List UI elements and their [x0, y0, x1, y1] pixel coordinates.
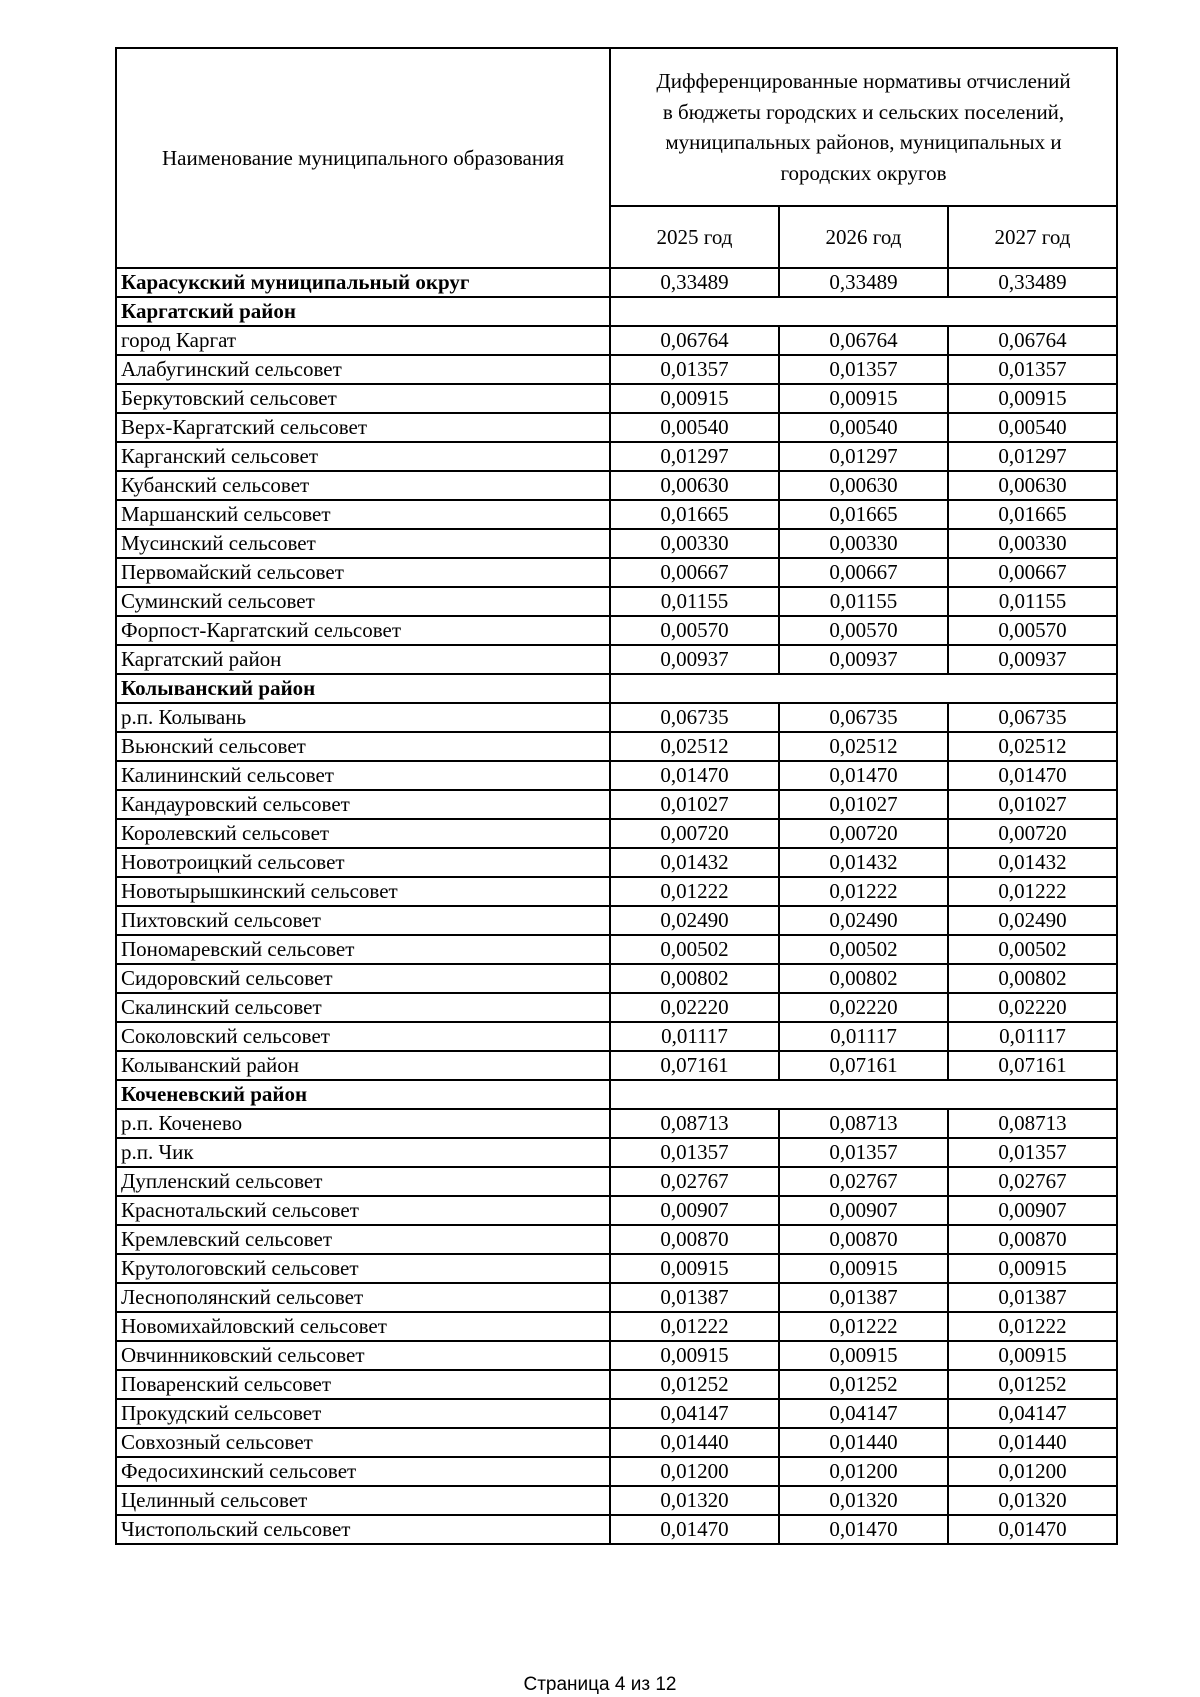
value-cell-2025: 0,02512	[610, 732, 779, 761]
table-row	[116, 761, 1117, 790]
municipality-name-cell: Скалинский сельсовет	[116, 993, 610, 1022]
value-cell-2026: 0,00630	[779, 471, 948, 500]
municipality-name-cell: Целинный сельсовет	[116, 1486, 610, 1515]
value-cell-2025: 0,02490	[610, 906, 779, 935]
value-cell-2026: 0,01432	[779, 848, 948, 877]
value-cell-2025: 0,01440	[610, 1428, 779, 1457]
value-cell-2027: 0,01357	[948, 1138, 1117, 1167]
value-cell-2027: 0,02767	[948, 1167, 1117, 1196]
value-cell-2026: 0,00540	[779, 413, 948, 442]
municipality-name-cell: город Каргат	[116, 326, 610, 355]
value-cell-2027: 0,01387	[948, 1283, 1117, 1312]
municipality-name-cell: Каргатский район	[116, 645, 610, 674]
value-cell-2026: 0,01252	[779, 1370, 948, 1399]
table-row	[116, 1486, 1117, 1515]
value-cell-2025: 0,00915	[610, 384, 779, 413]
municipality-name-cell: р.п. Коченево	[116, 1109, 610, 1138]
header-line: в бюджеты городских и сельских поселений,	[662, 99, 1065, 124]
value-cell-2027: 0,01440	[948, 1428, 1117, 1457]
value-cell-2025: 0,07161	[610, 1051, 779, 1080]
value-cell-2025: 0,01252	[610, 1370, 779, 1399]
value-cell-2025: 0,00330	[610, 529, 779, 558]
value-cell-2027: 0,01432	[948, 848, 1117, 877]
municipality-name-cell: Овчинниковский сельсовет	[116, 1341, 610, 1370]
value-cell-2027: 0,06764	[948, 326, 1117, 355]
value-cell-2027: 0,08713	[948, 1109, 1117, 1138]
section-empty-cell	[610, 297, 1117, 326]
value-cell-2026: 0,01357	[779, 1138, 948, 1167]
value-cell-2027: 0,33489	[948, 268, 1117, 297]
value-cell-2027: 0,01117	[948, 1022, 1117, 1051]
municipality-name-cell: Калининский сельсовет	[116, 761, 610, 790]
value-cell-2026: 0,00502	[779, 935, 948, 964]
table-row	[116, 1312, 1117, 1341]
municipality-name-cell: Сидоровский сельсовет	[116, 964, 610, 993]
table-row	[116, 355, 1117, 384]
table-row	[116, 819, 1117, 848]
table-row	[116, 616, 1117, 645]
section-row	[116, 1080, 1117, 1109]
section-row	[116, 297, 1117, 326]
value-cell-2026: 0,06735	[779, 703, 948, 732]
municipality-name-cell: Поваренский сельсовет	[116, 1370, 610, 1399]
municipality-name-cell: Колыванский район	[116, 1051, 610, 1080]
table-row	[116, 384, 1117, 413]
value-cell-2025: 0,01357	[610, 1138, 779, 1167]
table-header	[116, 48, 1117, 268]
municipality-name-cell: р.п. Чик	[116, 1138, 610, 1167]
value-cell-2025: 0,01320	[610, 1486, 779, 1515]
table-row	[116, 645, 1117, 674]
municipality-name-cell: Форпост-Каргатский сельсовет	[116, 616, 610, 645]
table-row	[116, 1457, 1117, 1486]
table-row	[116, 1196, 1117, 1225]
value-cell-2026: 0,01357	[779, 355, 948, 384]
value-cell-2027: 0,01222	[948, 1312, 1117, 1341]
table-row	[116, 1254, 1117, 1283]
table-row	[116, 1167, 1117, 1196]
value-cell-2025: 0,00570	[610, 616, 779, 645]
value-cell-2026: 0,00915	[779, 1341, 948, 1370]
table-row	[116, 587, 1117, 616]
header-year-2026: 2026 год	[779, 206, 948, 268]
value-cell-2027: 0,02490	[948, 906, 1117, 935]
value-cell-2026: 0,07161	[779, 1051, 948, 1080]
value-cell-2027: 0,07161	[948, 1051, 1117, 1080]
table-row	[116, 732, 1117, 761]
municipality-name-cell: Королевский сельсовет	[116, 819, 610, 848]
section-row	[116, 674, 1117, 703]
municipality-name-cell: Алабугинский сельсовет	[116, 355, 610, 384]
value-cell-2027: 0,00915	[948, 384, 1117, 413]
table-row	[116, 1399, 1117, 1428]
value-cell-2027: 0,02220	[948, 993, 1117, 1022]
value-cell-2025: 0,00915	[610, 1254, 779, 1283]
value-cell-2026: 0,02512	[779, 732, 948, 761]
value-cell-2026: 0,01027	[779, 790, 948, 819]
header-line: муниципальных районов, муниципальных и	[665, 130, 1062, 155]
table-row	[116, 1283, 1117, 1312]
value-cell-2026: 0,00915	[779, 1254, 948, 1283]
table-row	[116, 1428, 1117, 1457]
value-cell-2027: 0,01027	[948, 790, 1117, 819]
value-cell-2025: 0,00720	[610, 819, 779, 848]
table-row	[116, 1341, 1117, 1370]
table-row	[116, 906, 1117, 935]
value-cell-2025: 0,01222	[610, 1312, 779, 1341]
value-cell-2026: 0,00915	[779, 384, 948, 413]
value-cell-2026: 0,01155	[779, 587, 948, 616]
municipality-name-cell: Беркутовский сельсовет	[116, 384, 610, 413]
value-cell-2027: 0,04147	[948, 1399, 1117, 1428]
value-cell-2026: 0,01470	[779, 761, 948, 790]
value-cell-2025: 0,00630	[610, 471, 779, 500]
header-name-column: Наименование муниципального образования	[116, 48, 610, 268]
value-cell-2026: 0,00937	[779, 645, 948, 674]
value-cell-2026: 0,01320	[779, 1486, 948, 1515]
value-cell-2025: 0,08713	[610, 1109, 779, 1138]
value-cell-2026: 0,00870	[779, 1225, 948, 1254]
municipality-name-cell: Пихтовский сельсовет	[116, 906, 610, 935]
table-row	[116, 877, 1117, 906]
value-cell-2027: 0,00667	[948, 558, 1117, 587]
header-line: Дифференцированные нормативы отчислений	[656, 69, 1071, 94]
table-row	[116, 1138, 1117, 1167]
municipality-name-cell: Верх-Каргатский сельсовет	[116, 413, 610, 442]
municipality-name-cell: Мусинский сельсовет	[116, 529, 610, 558]
value-cell-2025: 0,01470	[610, 761, 779, 790]
municipality-name-cell: Новомихайловский сельсовет	[116, 1312, 610, 1341]
value-cell-2027: 0,00330	[948, 529, 1117, 558]
value-cell-2025: 0,01027	[610, 790, 779, 819]
norms-table	[115, 47, 1118, 1545]
municipality-name-cell: Суминский сельсовет	[116, 587, 610, 616]
municipality-name-cell: Кремлевский сельсовет	[116, 1225, 610, 1254]
value-cell-2027: 0,00540	[948, 413, 1117, 442]
value-cell-2025: 0,01470	[610, 1515, 779, 1544]
table-row	[116, 993, 1117, 1022]
table-row	[116, 1370, 1117, 1399]
value-cell-2027: 0,00570	[948, 616, 1117, 645]
municipality-name-cell: Краснотальский сельсовет	[116, 1196, 610, 1225]
value-cell-2025: 0,00667	[610, 558, 779, 587]
table-row	[116, 326, 1117, 355]
table-row	[116, 1515, 1117, 1544]
value-cell-2026: 0,01387	[779, 1283, 948, 1312]
value-cell-2025: 0,00915	[610, 1341, 779, 1370]
value-cell-2025: 0,06764	[610, 326, 779, 355]
value-cell-2025: 0,00502	[610, 935, 779, 964]
page-footer: Страница 4 из 12	[523, 1674, 677, 1695]
value-cell-2027: 0,00502	[948, 935, 1117, 964]
municipality-name-cell: Маршанский сельсовет	[116, 500, 610, 529]
value-cell-2025: 0,01357	[610, 355, 779, 384]
value-cell-2025: 0,01297	[610, 442, 779, 471]
table-row	[116, 964, 1117, 993]
value-cell-2027: 0,02512	[948, 732, 1117, 761]
municipality-name-cell: Вьюнский сельсовет	[116, 732, 610, 761]
value-cell-2027: 0,00720	[948, 819, 1117, 848]
value-cell-2025: 0,00907	[610, 1196, 779, 1225]
value-cell-2025: 0,33489	[610, 268, 779, 297]
section-name-cell: Коченевский район	[116, 1080, 610, 1109]
municipality-name-cell: Кубанский сельсовет	[116, 471, 610, 500]
section-name-cell: Колыванский район	[116, 674, 610, 703]
value-cell-2026: 0,06764	[779, 326, 948, 355]
value-cell-2027: 0,06735	[948, 703, 1117, 732]
value-cell-2027: 0,01470	[948, 761, 1117, 790]
value-cell-2026: 0,02490	[779, 906, 948, 935]
table-row	[116, 790, 1117, 819]
header-line: городских округов	[780, 160, 947, 185]
value-cell-2026: 0,01117	[779, 1022, 948, 1051]
value-cell-2026: 0,04147	[779, 1399, 948, 1428]
value-cell-2026: 0,02220	[779, 993, 948, 1022]
value-cell-2027: 0,01155	[948, 587, 1117, 616]
table-row	[116, 442, 1117, 471]
value-cell-2025: 0,00540	[610, 413, 779, 442]
value-cell-2027: 0,01252	[948, 1370, 1117, 1399]
table-row	[116, 529, 1117, 558]
table-row	[116, 703, 1117, 732]
value-cell-2025: 0,01222	[610, 877, 779, 906]
table-row	[116, 1051, 1117, 1080]
section-empty-cell	[610, 1080, 1117, 1109]
value-cell-2025: 0,01155	[610, 587, 779, 616]
municipality-name-cell: Карганский сельсовет	[116, 442, 610, 471]
value-cell-2027: 0,01222	[948, 877, 1117, 906]
municipality-name-cell: Пономаревский сельсовет	[116, 935, 610, 964]
table-row	[116, 500, 1117, 529]
value-cell-2025: 0,02220	[610, 993, 779, 1022]
value-cell-2027: 0,01357	[948, 355, 1117, 384]
municipality-name-cell: Карасукский муниципальный округ	[116, 268, 610, 297]
municipality-name-cell: Прокудский сельсовет	[116, 1399, 610, 1428]
header-year-2027: 2027 год	[948, 206, 1117, 268]
value-cell-2027: 0,01320	[948, 1486, 1117, 1515]
municipality-name-cell: Дупленский сельсовет	[116, 1167, 610, 1196]
value-cell-2026: 0,08713	[779, 1109, 948, 1138]
table-body	[116, 268, 1117, 1544]
value-cell-2026: 0,00802	[779, 964, 948, 993]
value-cell-2026: 0,00667	[779, 558, 948, 587]
value-cell-2025: 0,04147	[610, 1399, 779, 1428]
header-norms-column	[610, 48, 1117, 206]
value-cell-2025: 0,00802	[610, 964, 779, 993]
value-cell-2026: 0,00907	[779, 1196, 948, 1225]
value-cell-2027: 0,00630	[948, 471, 1117, 500]
value-cell-2026: 0,01665	[779, 500, 948, 529]
value-cell-2026: 0,01297	[779, 442, 948, 471]
value-cell-2027: 0,00915	[948, 1341, 1117, 1370]
municipality-name-cell: Первомайский сельсовет	[116, 558, 610, 587]
table-row	[116, 413, 1117, 442]
value-cell-2025: 0,01387	[610, 1283, 779, 1312]
value-cell-2027: 0,01297	[948, 442, 1117, 471]
municipality-name-cell: Совхозный сельсовет	[116, 1428, 610, 1457]
table-row	[116, 935, 1117, 964]
municipality-name-cell: Кандауровский сельсовет	[116, 790, 610, 819]
header-year-2025: 2025 год	[610, 206, 779, 268]
value-cell-2026: 0,33489	[779, 268, 948, 297]
value-cell-2027: 0,01470	[948, 1515, 1117, 1544]
municipality-name-cell: Новотырышкинский сельсовет	[116, 877, 610, 906]
value-cell-2026: 0,00330	[779, 529, 948, 558]
value-cell-2026: 0,01470	[779, 1515, 948, 1544]
value-cell-2026: 0,01200	[779, 1457, 948, 1486]
value-cell-2027: 0,01200	[948, 1457, 1117, 1486]
table-row	[116, 1225, 1117, 1254]
value-cell-2027: 0,00915	[948, 1254, 1117, 1283]
value-cell-2026: 0,01222	[779, 1312, 948, 1341]
value-cell-2026: 0,00570	[779, 616, 948, 645]
municipality-name-cell: Крутологовский сельсовет	[116, 1254, 610, 1283]
value-cell-2025: 0,01665	[610, 500, 779, 529]
value-cell-2027: 0,00802	[948, 964, 1117, 993]
municipality-name-cell: Леснополянский сельсовет	[116, 1283, 610, 1312]
municipality-name-cell: р.п. Колывань	[116, 703, 610, 732]
value-cell-2025: 0,01117	[610, 1022, 779, 1051]
value-cell-2027: 0,00937	[948, 645, 1117, 674]
table-row	[116, 848, 1117, 877]
value-cell-2027: 0,01665	[948, 500, 1117, 529]
section-name-cell: Каргатский район	[116, 297, 610, 326]
value-cell-2025: 0,06735	[610, 703, 779, 732]
value-cell-2026: 0,02767	[779, 1167, 948, 1196]
municipality-name-cell: Федосихинский сельсовет	[116, 1457, 610, 1486]
table-row	[116, 471, 1117, 500]
table-row	[116, 1022, 1117, 1051]
table-row	[116, 558, 1117, 587]
municipality-name-cell: Чистопольский сельсовет	[116, 1515, 610, 1544]
value-cell-2025: 0,00870	[610, 1225, 779, 1254]
value-cell-2026: 0,01440	[779, 1428, 948, 1457]
value-cell-2025: 0,01200	[610, 1457, 779, 1486]
section-empty-cell	[610, 674, 1117, 703]
value-cell-2027: 0,00870	[948, 1225, 1117, 1254]
value-cell-2025: 0,02767	[610, 1167, 779, 1196]
value-cell-2027: 0,00907	[948, 1196, 1117, 1225]
municipality-name-cell: Новотроицкий сельсовет	[116, 848, 610, 877]
value-cell-2026: 0,01222	[779, 877, 948, 906]
table-row	[116, 268, 1117, 297]
value-cell-2025: 0,00937	[610, 645, 779, 674]
municipality-name-cell: Соколовский сельсовет	[116, 1022, 610, 1051]
value-cell-2026: 0,00720	[779, 819, 948, 848]
value-cell-2025: 0,01432	[610, 848, 779, 877]
table-row	[116, 1109, 1117, 1138]
